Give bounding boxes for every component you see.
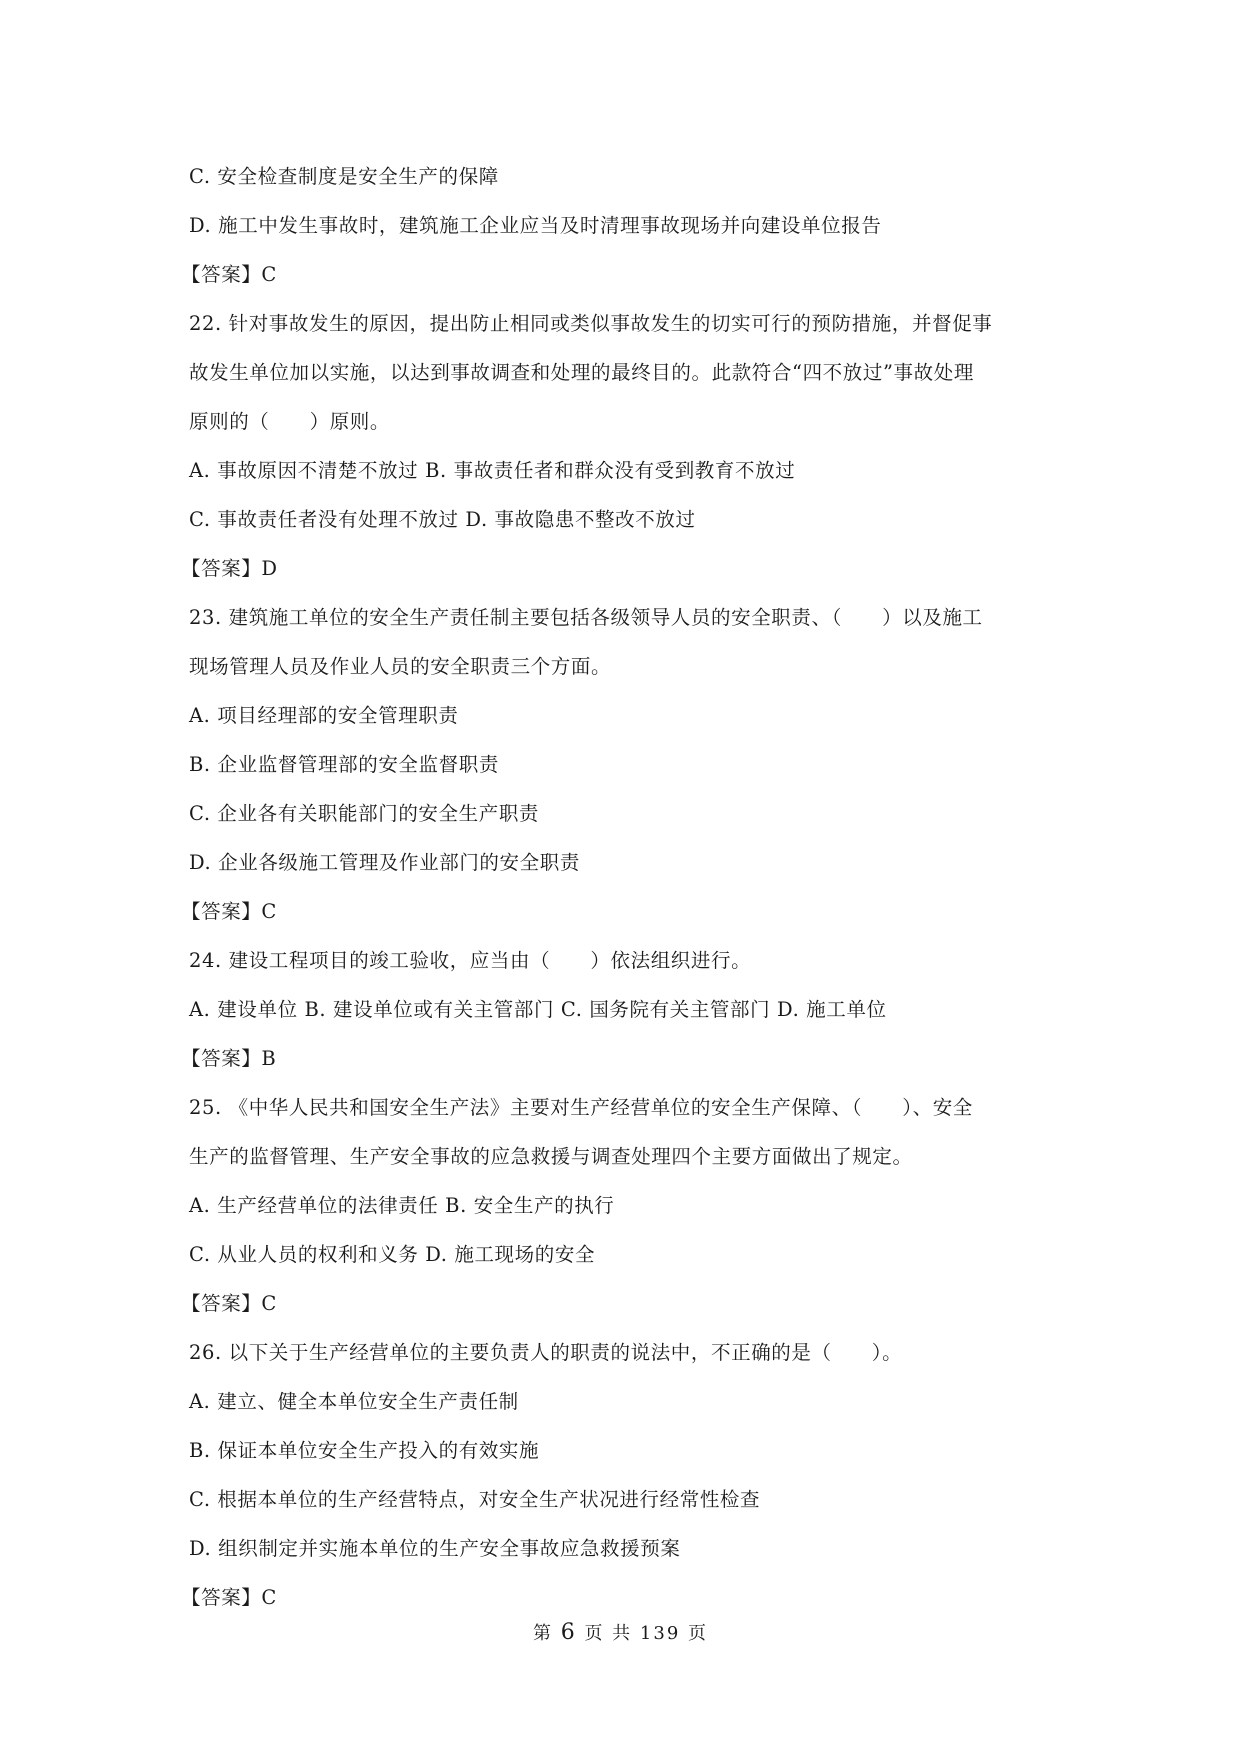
question-23-text: 23. 建筑施工单位的安全生产责任制主要包括各级领导人员的安全职责、（ ）以及施工 xyxy=(189,606,983,629)
question-24-options: A. 建设单位 B. 建设单位或有关主管部门 C. 国务院有关主管部门 D. 施工单位 xyxy=(189,998,887,1021)
page-content xyxy=(181,152,1069,1622)
option-d: D. 施工中发生事故时，建筑施工企业应当及时清理事故现场并向建设单位报告 xyxy=(189,214,882,237)
question-26-option-c: C. 根据本单位的生产经营特点，对安全生产状况进行经常性检查 xyxy=(189,1488,761,1511)
question-22-options: C. 事故责任者没有处理不放过 D. 事故隐患不整改不放过 xyxy=(189,508,696,531)
question-25-text: 生产的监督管理、生产安全事故的应急救援与调查处理四个主要方面做出了规定。 xyxy=(189,1145,913,1168)
option-c: C. 安全检查制度是安全生产的保障 xyxy=(189,165,499,188)
question-25-options: C. 从业人员的权利和义务 D. 施工现场的安全 xyxy=(189,1243,596,1266)
answer-23: 【答案】C xyxy=(181,900,277,923)
question-22-options: A. 事故原因不清楚不放过 B. 事故责任者和群众没有受到教育不放过 xyxy=(189,459,796,482)
answer-22: 【答案】D xyxy=(181,557,278,580)
question-26-option-b: B. 保证本单位安全生产投入的有效实施 xyxy=(189,1439,540,1462)
answer-24: 【答案】B xyxy=(181,1047,277,1070)
answer-21: 【答案】C xyxy=(181,263,277,286)
question-24-text: 24. 建设工程项目的竣工验收，应当由（ ）依法组织进行。 xyxy=(189,949,752,972)
question-22-text: 22. 针对事故发生的原因，提出防止相同或类似事故发生的切实可行的预防措施，并督促事 xyxy=(189,312,993,335)
footer-suffix: 页 xyxy=(688,1623,709,1644)
question-23-option-a: A. 项目经理部的安全管理职责 xyxy=(189,704,459,727)
question-22-text: 故发生单位加以实施，以达到事故调查和处理的最终目的。此款符合“四不放过”事故处理 xyxy=(189,361,974,384)
total-pages: 139 xyxy=(639,1623,681,1644)
question-22-text: 原则的（ ）原则。 xyxy=(189,410,391,433)
question-26-text: 26. 以下关于生产经营单位的主要负责人的职责的说法中，不正确的是（ ）。 xyxy=(189,1341,903,1364)
question-23-option-c: C. 企业各有关职能部门的安全生产职责 xyxy=(189,802,540,825)
footer-middle: 页 共 xyxy=(584,1623,633,1644)
question-26-option-a: A. 建立、健全本单位安全生产责任制 xyxy=(189,1390,519,1413)
answer-25: 【答案】C xyxy=(181,1292,277,1315)
question-25-options: A. 生产经营单位的法律责任 B. 安全生产的执行 xyxy=(189,1194,615,1217)
footer-prefix: 第 xyxy=(532,1623,553,1644)
question-25-text: 25. 《中华人民共和国安全生产法》主要对生产经营单位的安全生产保障、（ ）、安全 xyxy=(189,1096,973,1119)
question-23-text: 现场管理人员及作业人员的安全职责三个方面。 xyxy=(189,655,612,678)
page-number: 6 xyxy=(560,1620,577,1645)
question-23-option-b: B. 企业监督管理部的安全监督职责 xyxy=(189,753,499,776)
page-footer xyxy=(0,1616,1241,1651)
question-23-option-d: D. 企业各级施工管理及作业部门的安全职责 xyxy=(189,851,580,874)
question-26-option-d: D. 组织制定并实施本单位的生产安全事故应急救援预案 xyxy=(189,1537,681,1560)
answer-26: 【答案】C xyxy=(181,1586,277,1609)
